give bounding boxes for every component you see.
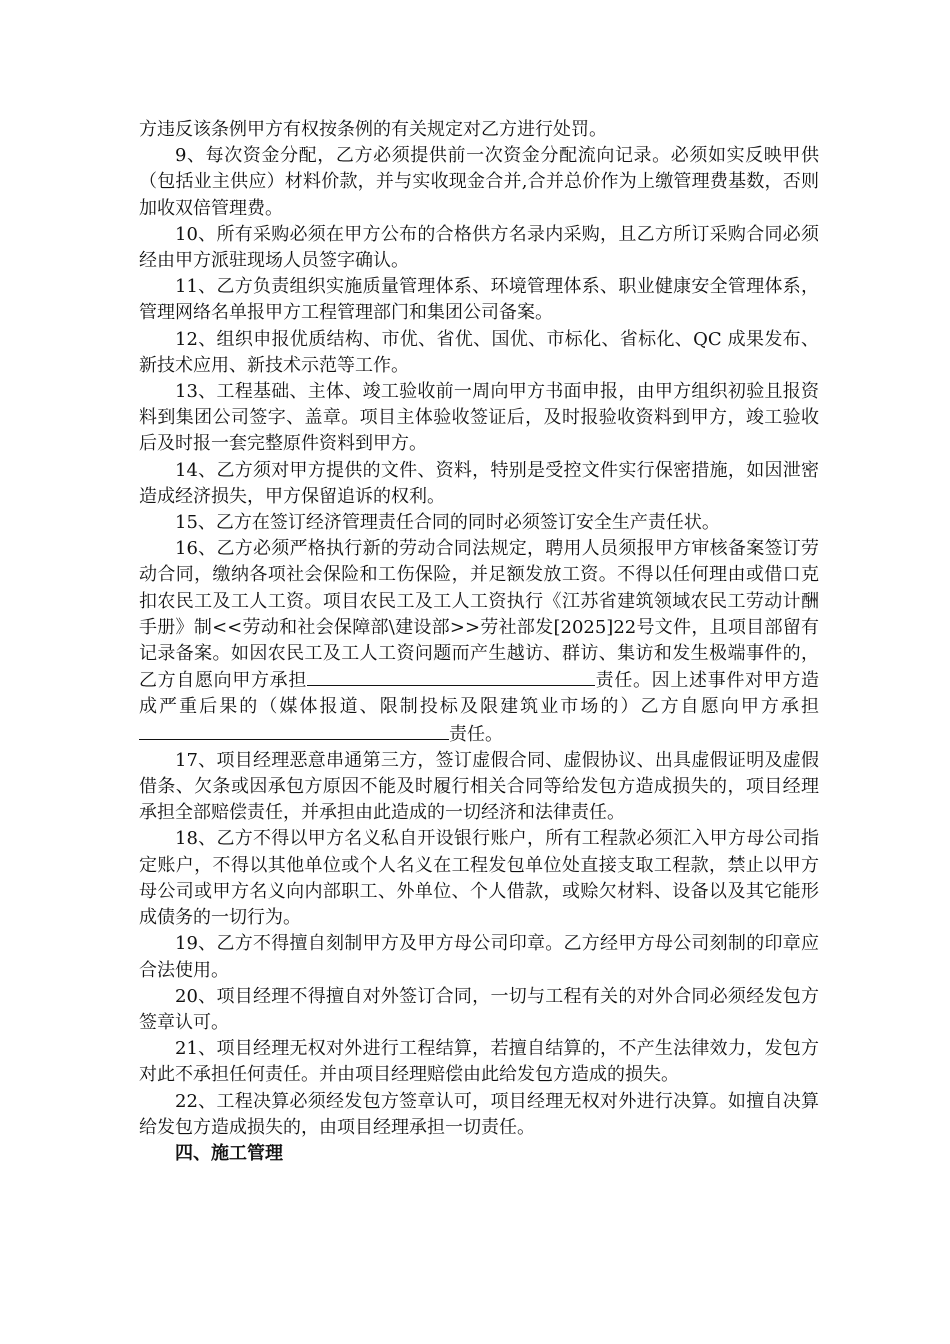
section-heading: 四、施工管理 [175,1142,283,1164]
clause-13: 13、工程基础、主体、竣工验收前一周向甲方书面申报，由甲方组织初验且报资料到集团公司签字、盖章。项目主体验收签证后，及时报验收资料到甲方，竣工验收后及时报一套完整原件资料到甲方。 [139,381,819,455]
clause-18: 18、乙方不得以甲方名义私自开设银行账户，所有工程款必须汇入甲方母公司指定账户，不得以其他单位或个人名义在工程发包单位处直接支取工程款，禁止以甲方母公司或甲方名义向内部职工、外单位、个人借款，或赊欠材料、设备以及其它能形成债务的一切行为。 [139,828,819,929]
clause-16-text-2: 责任。因上述事件对甲方造成严重后果的（媒体报道、限制投标及限建筑业市场的）乙方自愿向甲方承担 [139,670,819,718]
clause-19: 19、乙方不得擅自刻制甲方及甲方母公司印章。乙方经甲方母公司刻制的印章应合法使用。 [139,933,819,981]
clause-16-text-1: 16、乙方必须严格执行新的劳动合同法规定，聘用人员须报甲方审核备案签订劳动合同，缴纳各项社会保险和工伤保险，并足额发放工资。不得以任何理由或借口克扣农民工及工人工资。项目农民工及工人工资执行《江苏省建筑领域农民工劳动计酬手册》制<<劳动和社会保障部\建设部>>劳社部发[2025]22号文件，且项目部留有记录备案。如因农民工及工人工资问题而产生越访、群访、集访和发生极端事件的，乙方自愿向甲方承担 [139,538,819,692]
clause-15: 15、乙方在签订经济管理责任合同的同时必须签订安全生产责任状。 [175,512,720,534]
clause-11: 11、乙方负责组织实施质量管理体系、环境管理体系、职业健康安全管理体系，管理网络名单报甲方工程管理部门和集团公司备案。 [139,276,819,324]
clause-16 [139,536,819,748]
clause-20: 20、项目经理不得擅自对外签订合同，一切与工程有关的对外合同必须经发包方签章认可。 [139,985,819,1033]
clause-9: 9、每次资金分配，乙方必须提供前一次资金分配流向记录。必须如实反映甲供（包括业主供应）材料价款，并与实收现金合并,合并总价作为上缴管理费基数，否则加收双倍管理费。 [139,145,819,219]
paragraph-continued: 方违反该条例甲方有权按条例的有关规定对乙方进行处罚。 [139,119,607,140]
clause-17: 17、项目经理恶意串通第三方，签订虚假合同、虚假协议、出具虚假证明及虚假借条、欠条或因承包方原因不能及时履行相关合同等给发包方造成损失的，项目经理承担全部赔偿责任，并承担由此造成的一切经济和法律责任。 [139,749,819,824]
clause-16-text-3: 责任。 [449,723,503,745]
clause-21: 21、项目经理无权对外进行工程结算，若擅自结算的，不产生法律效力，发包方对此不承担任何责任。并由项目经理赔偿由此给发包方造成的损失。 [139,1038,819,1086]
clause-14: 14、乙方须对甲方提供的文件、资料，特别是受控文件实行保密措施，如因泄密造成经济损失，甲方保留追诉的权利。 [139,459,819,507]
clause-12: 12、组织申报优质结构、市优、省优、国优、市标化、省标化、QC 成果发布、新技术应用、新技术示范等工作。 [139,328,819,376]
fill-in-blank-2[interactable] [139,721,449,740]
fill-in-blank-1[interactable] [307,667,595,686]
clause-22: 22、工程决算必须经发包方签章认可，项目经理无权对外进行决算。如擅自决算给发包方造成损失的，由项目经理承担一切责任。 [139,1090,819,1138]
clause-10: 10、所有采购必须在甲方公布的合格供方名录内采购，且乙方所订采购合同必须经由甲方派驻现场人员签字确认。 [139,223,819,272]
document-page [139,117,819,1167]
